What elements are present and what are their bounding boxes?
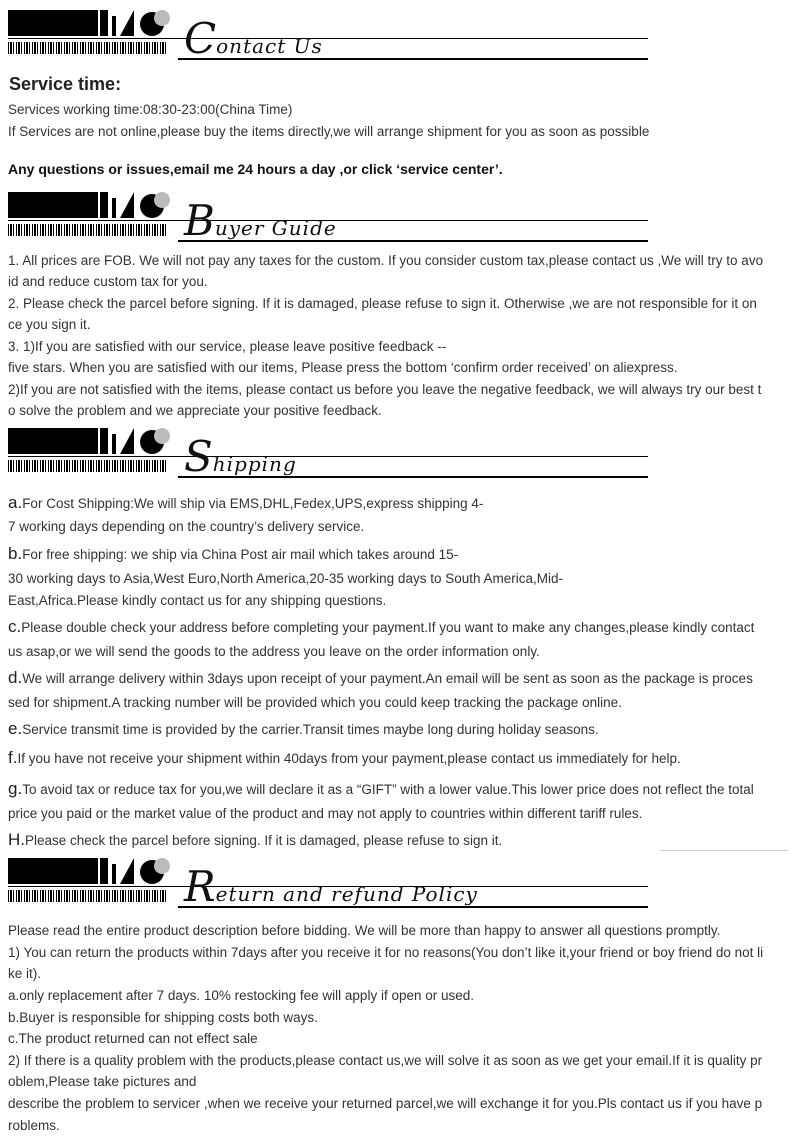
refund-policy-line: roblems. [8, 1118, 60, 1133]
header-rule [8, 456, 648, 457]
shipping-item: price you paid or the market value of the product and may not apply to countries within different tariff rules. [8, 806, 643, 821]
section-title: Return and refund Policy [184, 862, 478, 911]
section-title: Buyer Guide [184, 196, 337, 245]
header-circle-decor [154, 858, 170, 874]
header-decor [100, 10, 108, 36]
barcode-decor [8, 224, 168, 236]
header-decor [100, 428, 108, 454]
shipping-item: 7 working days depending on the country’s delivery service. [8, 519, 365, 534]
service-offline-text: If Services are not online,please buy the items directly,we will arrange shipment for you as soon as possible [8, 124, 650, 139]
buyer-guide-header [8, 192, 658, 248]
shipping-item: f.If you have not receive your shipment within 40days from your payment,please contact us immediately for help. [8, 748, 681, 767]
service-time-title: Service time: [9, 74, 122, 94]
header-circle-decor [154, 428, 170, 444]
header-black-block [8, 10, 98, 36]
header-decor [112, 16, 116, 36]
barcode-decor [8, 460, 168, 472]
shipping-item: d.We will arrange delivery within 3days upon receipt of your payment.An email will be sent as soon as the package is proces [8, 668, 753, 687]
service-hours-text: Services working time:08:30-23:00(China Time) [8, 102, 293, 117]
shipping-item: 30 working days to Asia,West Euro,North America,20-35 working days to South America,Mid- [8, 571, 564, 586]
contact-us-header [8, 10, 658, 66]
refund-policy-line: oblem,Please take pictures and [8, 1074, 197, 1089]
buyer-guide-line: id and reduce custom tax for you. [8, 274, 208, 289]
shipping-item: East,Africa.Please kindly contact us for any shipping questions. [8, 593, 387, 608]
header-decor [100, 192, 108, 218]
header-decor [112, 864, 116, 884]
refund-policy-line: describe the problem to servicer ,when we receive your returned parcel,we will exchange it for you.Pls contact us if you have p [8, 1096, 763, 1111]
buyer-guide-line: 2)If you are not satisfied with the items, please contact us before you leave the negative feedback, we will always try our best t [8, 382, 762, 397]
refund-policy-line: a.only replacement after 7 days. 10% restocking fee will apply if open or used. [8, 988, 475, 1003]
header-decor [112, 198, 116, 218]
shipping-item: a.For Cost Shipping:We will ship via EMS,DHL,Fedex,UPS,express shipping 4- [8, 493, 484, 512]
divider [660, 850, 788, 851]
header-decor [112, 434, 116, 454]
header-decor [100, 858, 108, 884]
section-title: Shipping [184, 432, 297, 481]
shipping-item: e.Service transmit time is provided by the carrier.Transit times maybe long during holiday seasons. [8, 719, 599, 738]
buyer-guide-line: o solve the problem and we appreciate your positive feedback. [8, 403, 382, 418]
header-black-block [8, 428, 98, 454]
section-title: Contact Us [184, 14, 323, 63]
buyer-guide-line: five stars. When you are satisfied with our items, Please press the bottom ‘confirm order received’ on aliexpress. [8, 360, 678, 375]
header-black-block [8, 192, 98, 218]
barcode-decor [8, 890, 168, 902]
header-rule [8, 38, 648, 39]
shipping-header [8, 428, 658, 484]
refund-policy-header [8, 858, 658, 914]
shipping-item: us asap,or we will send the goods to the address you leave on the order information only. [8, 644, 540, 659]
header-triangle-decor [120, 10, 134, 36]
barcode-decor [8, 42, 168, 54]
refund-policy-line: b.Buyer is responsible for shipping costs both ways. [8, 1010, 318, 1025]
shipping-item: sed for shipment.A tracking number will be provided which you could keep tracking the package online. [8, 695, 622, 710]
header-triangle-decor [120, 858, 134, 884]
header-triangle-decor [120, 428, 134, 454]
buyer-guide-line: 3. 1)If you are satisfied with our service, please leave positive feedback -- [8, 339, 447, 354]
header-black-block [8, 858, 98, 884]
shipping-item: g.To avoid tax or reduce tax for you,we will declare it as a “GIFT” with a lower value.This lower price does not reflect the total [8, 779, 754, 798]
header-circle-decor [154, 10, 170, 26]
buyer-guide-line: 2. Please check the parcel before signing. If it is damaged, please refuse to sign it. Otherwise ,we are not responsible for it on [8, 296, 757, 311]
shipping-item: c.Please double check your address before completing your payment.If you want to make any changes,please kindly contact [8, 617, 755, 636]
shipping-item: H.Please check the parcel before signing. If it is damaged, please refuse to sign it. [8, 830, 503, 849]
buyer-guide-line: ce you sign it. [8, 317, 91, 332]
refund-policy-line: c.The product returned can not effect sale [8, 1031, 258, 1046]
header-circle-decor [154, 192, 170, 208]
refund-policy-line: 2) If there is a quality problem with the products,please contact us,we will solve it as soon as we get your email.If it is quality pr [8, 1053, 763, 1068]
contact-email-note: Any questions or issues,email me 24 hours a day ,or click ‘service center’. [8, 161, 503, 177]
header-triangle-decor [120, 192, 134, 218]
shipping-item: b.For free shipping: we ship via China Post air mail which takes around 15- [8, 544, 459, 563]
buyer-guide-line: 1. All prices are FOB. We will not pay any taxes for the custom. If you consider custom tax,please contact us ,We will try to avo [8, 253, 764, 268]
refund-policy-line: ke it). [8, 966, 42, 981]
refund-policy-line: 1) You can return the products within 7days after you receive it for no reasons(You don’t like it,your friend or boy friend do not li [8, 945, 764, 960]
refund-policy-line: Please read the entire product description before bidding. We will be more than happy to answer all questions promptly. [8, 923, 721, 938]
